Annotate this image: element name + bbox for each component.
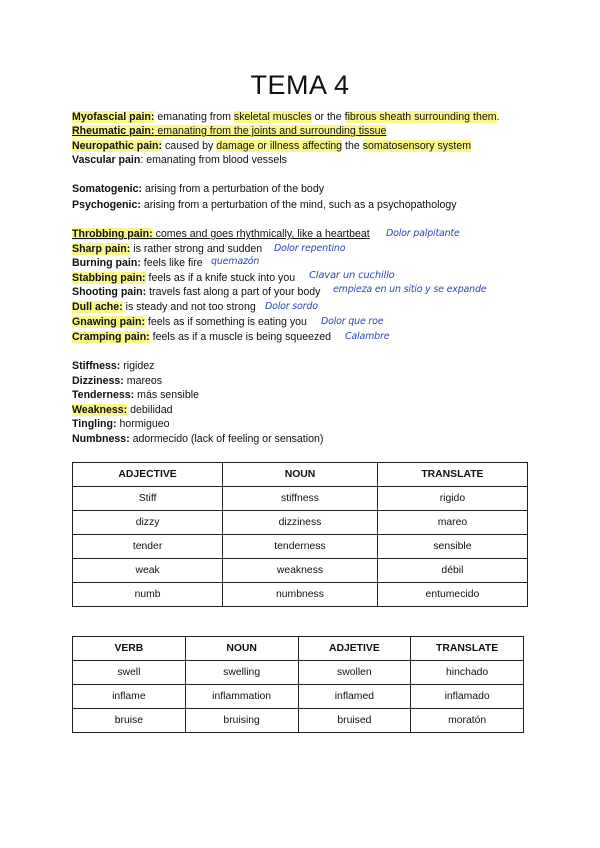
table-cell: bruised [298,709,411,733]
table-cell: sensible [377,535,527,559]
table-cell: hinchado [411,661,524,685]
neuropathic-line [72,140,471,153]
numbness-line [72,433,323,446]
term-stabbing: Stabbing pain: [72,272,146,284]
term-throbbing: Throbbing pain: [72,228,153,240]
term-burning: Burning pain: [72,257,141,269]
def-highlight: damage or illness affecting [216,140,343,152]
rheumatic-line [72,125,386,138]
table-cell: numbness [223,583,378,607]
def-text: feels like fire [140,257,203,269]
handwritten-note: Clavar un cuchillo [309,270,395,281]
table-cell: bruising [185,709,298,733]
table-row [73,535,528,559]
column-header: NOUN [223,463,378,487]
table-cell: swell [73,661,186,685]
def-text: arising from a perturbation of the mind, such as a psychopathology [140,199,457,211]
stabbing-line [72,272,295,285]
stiffness-line [72,360,154,373]
term-dizziness: Dizziness: [72,375,124,387]
burning-line [72,257,203,270]
table-row [73,511,528,535]
table-cell: inflammation [185,685,298,709]
dizziness-line [72,375,162,388]
throbbing-line [72,228,370,241]
def-text: is steady and not too strong [122,301,256,313]
term-stiffness: Stiffness: [72,360,121,372]
def-text: caused by [162,140,217,152]
term-cramping: Cramping pain: [72,331,150,343]
term-somatogenic: Somatogenic: [72,183,143,195]
def-text: emanating from the joints and surrounding tissue [154,125,387,137]
table-cell: swelling [185,661,298,685]
term-dull: Dull ache: [72,301,123,313]
handwritten-note: Calambre [345,331,390,342]
dull-line [72,301,256,314]
def-text: comes and goes rhythmically, like a heartbeat [152,228,370,240]
term-vascular: Vascular pain [72,154,141,166]
verb-noun-table [72,636,524,733]
table-cell: numb [73,583,223,607]
adjective-noun-table [72,462,528,607]
tingling-line [72,418,170,431]
table-header-row [73,637,524,661]
def-text: adormecido (lack of feeling or sensation) [129,433,324,445]
table-cell: Stiff [73,487,223,511]
def-text: hormigueo [116,418,170,430]
handwritten-note: Dolor palpitante [386,228,460,239]
table-cell: moratón [411,709,524,733]
def-text: the [342,140,363,152]
table-cell: dizzy [73,511,223,535]
def-text: feels as if a knife stuck into you [145,272,296,284]
table-cell: weakness [223,559,378,583]
term-psychogenic: Psychogenic: [72,199,141,211]
table-row [73,487,528,511]
def-highlight: skeletal muscles [233,111,312,123]
somatogenic-line [72,183,324,196]
def-text: más sensible [134,389,199,401]
term-gnawing: Gnawing pain: [72,316,145,328]
table-cell: tender [73,535,223,559]
table-row [73,661,524,685]
table-cell: inflamado [411,685,524,709]
term-weakness: Weakness: [72,404,128,416]
def-text: feels as if a muscle is being squeezed [149,331,332,343]
table-cell: weak [73,559,223,583]
def-text: emanating from [154,111,234,123]
tenderness-line [72,389,199,402]
handwritten-note: empieza en un sitio y se expande [333,284,487,295]
table-row [73,709,524,733]
table-row [73,685,524,709]
term-sharp: Sharp pain: [72,243,131,255]
def-text: : emanating from blood vessels [140,154,287,166]
handwritten-note: quemazón [211,256,260,267]
table-cell: inflamed [298,685,411,709]
page-title: TEMA 4 [250,70,350,100]
table-cell: entumecido [377,583,527,607]
table-row [73,583,528,607]
column-header: TRANSLATE [377,463,527,487]
term-shooting: Shooting pain: [72,286,147,298]
def-text: mareos [123,375,163,387]
table-cell: inflame [73,685,186,709]
def-text: or the [311,111,345,123]
table-cell: dizziness [223,511,378,535]
handwritten-note: Dolor repentino [274,243,346,254]
term-numbness: Numbness: [72,433,130,445]
term-neuropathic: Neuropathic pain: [72,140,163,152]
def-highlight: fibrous sheath surrounding them [344,111,497,123]
def-text: rigidez [120,360,155,372]
table-cell: mareo [377,511,527,535]
myofascial-line [72,111,500,124]
shooting-line [72,286,320,299]
def-text: travels fast along a part of your body [146,286,321,298]
term-rheumatic: Rheumatic pain: [72,125,155,137]
column-header: TRANSLATE [411,637,524,661]
cramping-line [72,331,331,344]
vascular-line [72,154,287,167]
column-header: ADJECTIVE [73,463,223,487]
column-header: NOUN [185,637,298,661]
def-text: is rather strong and sudden [130,243,263,255]
table-cell: bruise [73,709,186,733]
term-tingling: Tingling: [72,418,117,430]
table-row [73,559,528,583]
sharp-line [72,243,262,256]
def-highlight: somatosensory system [362,140,472,152]
column-header: VERB [73,637,186,661]
def-text: feels as if something is eating you [144,316,307,328]
handwritten-note: Dolor que roe [321,316,384,327]
handwritten-note: Dolor sordo [265,301,318,312]
table-cell: débil [377,559,527,583]
term-tenderness: Tenderness: [72,389,135,401]
weakness-line [72,404,173,417]
def-text: arising from a perturbation of the body [142,183,325,195]
table-cell: rigido [377,487,527,511]
column-header: ADJETIVE [298,637,411,661]
table-cell: tenderness [223,535,378,559]
term-myofascial: Myofascial pain: [72,111,155,123]
def-text: debilidad [127,404,173,416]
table-header-row [73,463,528,487]
table-cell: swollen [298,661,411,685]
psychogenic-line [72,199,457,212]
table-cell: stiffness [223,487,378,511]
def-text: . [496,111,500,123]
gnawing-line [72,316,307,329]
